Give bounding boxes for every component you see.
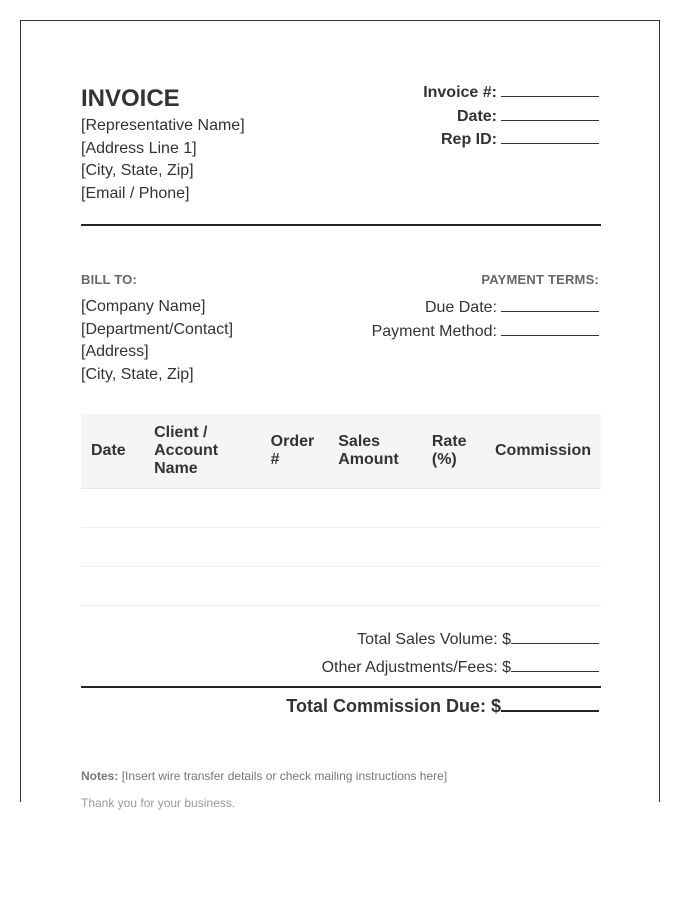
bill-to-address: [Address]	[81, 343, 149, 360]
representative-address: [Address Line 1]	[81, 139, 197, 157]
table-row	[81, 567, 601, 606]
table-cell[interactable]	[81, 489, 144, 528]
rep-id-label: Rep ID:	[441, 131, 497, 148]
notes	[81, 768, 601, 784]
table-cell[interactable]	[81, 528, 144, 567]
table-cell[interactable]	[328, 489, 422, 528]
representative-contact: [Email / Phone]	[81, 184, 190, 202]
rep-id-field[interactable]	[501, 128, 599, 144]
invoice-number-row	[299, 81, 599, 105]
table-cell[interactable]	[81, 567, 144, 606]
bill-to-label: BILL TO:	[81, 272, 138, 287]
notes-text: [Insert wire transfer details or check mailing instructions here]	[121, 769, 448, 783]
grand-total-field[interactable]	[501, 693, 599, 712]
table-cell[interactable]	[328, 528, 422, 567]
grand-total-label: Total Commission Due: $	[286, 696, 501, 716]
invoice-number-field[interactable]	[501, 81, 599, 97]
due-date-label: Due Date:	[424, 299, 497, 316]
representative-city: [City, State, Zip]	[81, 162, 194, 179]
invoice-date-row	[299, 105, 599, 129]
total-sales-volume-row	[199, 626, 599, 654]
table-row	[81, 489, 601, 528]
bill-to-company: [Company Name]	[81, 298, 206, 315]
table-row	[81, 528, 601, 567]
column-header-order: Order #	[261, 414, 329, 489]
payment-terms-label: PAYMENT TERMS:	[481, 272, 599, 287]
grand-total-row	[179, 693, 599, 719]
table-cell[interactable]	[485, 489, 601, 528]
invoice-date-label: Date:	[456, 107, 497, 125]
adjustments-field[interactable]	[511, 656, 599, 672]
payment-method-label: Payment Method:	[371, 322, 497, 340]
table-cell[interactable]	[261, 528, 329, 567]
table-cell[interactable]	[422, 489, 485, 528]
column-header-commission: Commission	[485, 414, 601, 489]
total-sales-volume-field[interactable]	[511, 628, 599, 644]
bill-to-city: [City, State, Zip]	[81, 365, 194, 383]
rep-id-row	[299, 128, 599, 152]
invoice-date-field[interactable]	[501, 105, 599, 121]
representative-name: [Representative Name]	[81, 117, 245, 134]
invoice-meta	[299, 81, 599, 152]
payment-terms-block	[279, 271, 599, 343]
table-cell[interactable]	[328, 567, 422, 606]
invoice-page	[20, 20, 660, 810]
representative-block	[81, 115, 245, 205]
header-divider	[81, 224, 601, 226]
table-cell[interactable]	[144, 528, 261, 567]
adjustments-row	[199, 654, 599, 682]
table-cell[interactable]	[422, 567, 485, 606]
payment-method-field[interactable]	[501, 320, 599, 336]
column-header-rate: Rate (%)	[422, 414, 485, 489]
invoice-number-label: Invoice #:	[423, 84, 497, 101]
column-header-date: Date	[81, 414, 144, 489]
total-sales-volume-label: Total Sales Volume: $	[357, 631, 511, 648]
table-cell[interactable]	[144, 489, 261, 528]
column-header-client: Client / Account Name	[144, 414, 261, 489]
table-cell[interactable]	[422, 528, 485, 567]
table-cell[interactable]	[261, 489, 329, 528]
thank-you-text: Thank you for your business.	[81, 796, 236, 810]
due-date-field[interactable]	[501, 296, 599, 312]
grand-total-block	[179, 693, 599, 719]
table-cell[interactable]	[144, 567, 261, 606]
table-cell[interactable]	[485, 528, 601, 567]
table-cell[interactable]	[485, 567, 601, 606]
column-header-sales-amount: Sales Amount	[328, 414, 422, 489]
due-date-row	[279, 296, 599, 320]
table-header-row	[81, 414, 601, 489]
commission-table	[81, 414, 601, 606]
bill-to-contact: [Department/Contact]	[81, 320, 234, 338]
adjustments-label: Other Adjustments/Fees: $	[321, 659, 511, 676]
bill-to-block	[81, 271, 233, 386]
subtotals-block	[199, 626, 599, 682]
notes-label: Notes:	[81, 769, 119, 783]
totals-divider	[81, 686, 601, 688]
table-cell[interactable]	[261, 567, 329, 606]
payment-method-row	[279, 320, 599, 344]
invoice-title: INVOICE	[81, 85, 180, 112]
